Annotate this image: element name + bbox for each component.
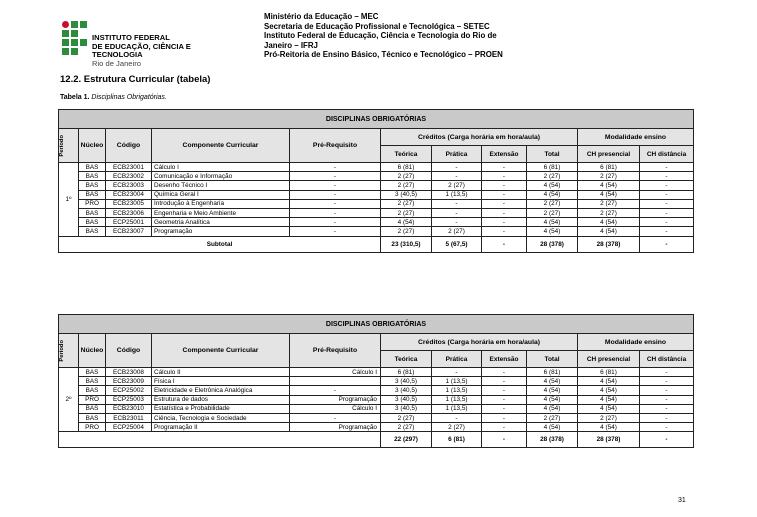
cell-pratica: 2 (27) — [432, 227, 482, 236]
cell-pratica: 1 (13,5) — [432, 395, 482, 404]
cell-prereq: - — [290, 227, 381, 236]
cell-pratica: 1 (13,5) — [432, 377, 482, 386]
cell-total: 4 (54) — [527, 423, 578, 432]
cell-prereq: Programação — [290, 395, 381, 404]
cell-ch-distancia: - — [640, 377, 694, 386]
col-header-ch-presencial: CH presencial — [578, 146, 640, 163]
cell-codigo: ECP25004 — [106, 423, 152, 432]
cell-extensao: - — [482, 199, 527, 208]
cell-ch-distancia: - — [640, 163, 694, 172]
cell-ch-presencial: 2 (27) — [578, 413, 640, 422]
cell-total: 2 (27) — [527, 172, 578, 181]
header-line: Ministério da Educação – MEC — [264, 12, 379, 21]
cell-extensao: - — [482, 163, 527, 172]
col-header-nucleo: Núcleo — [79, 129, 106, 163]
table-row — [59, 181, 694, 190]
cell-codigo: ECP25001 — [106, 218, 152, 227]
cell-ch-presencial: 4 (54) — [578, 395, 640, 404]
subtotal-ch-distancia: - — [640, 236, 694, 252]
cell-extensao: - — [482, 395, 527, 404]
cell-ch-presencial: 2 (27) — [578, 199, 640, 208]
subtotal-pratica: 6 (81) — [432, 432, 482, 448]
logo-line-3: Rio de Janeiro — [92, 58, 141, 68]
cell-ch-distancia: - — [640, 208, 694, 217]
cell-teorica: 2 (27) — [381, 227, 432, 236]
cell-componente: Ciência, Tecnologia e Sociedade — [152, 413, 290, 422]
cell-ch-distancia: - — [640, 227, 694, 236]
col-header-creditos: Créditos (Carga horária em hora/aula) — [381, 129, 578, 146]
cell-teorica: 6 (81) — [381, 163, 432, 172]
cell-prereq: Programação — [290, 423, 381, 432]
cell-nucleo: BAS — [79, 172, 106, 181]
cell-codigo: ECB23009 — [106, 377, 152, 386]
header-line: Janeiro – IFRJ — [264, 40, 318, 50]
logo-line-1: INSTITUTO FEDERAL — [92, 33, 170, 42]
table-row — [59, 404, 694, 413]
cell-pratica: 2 (27) — [432, 423, 482, 432]
cell-total: 4 (54) — [527, 181, 578, 190]
cell-prereq: Cálculo I — [290, 368, 381, 377]
page-number: 31 — [678, 497, 686, 504]
cell-componente: Cálculo II — [152, 368, 290, 377]
cell-total: 6 (81) — [527, 163, 578, 172]
cell-total: 4 (54) — [527, 395, 578, 404]
cell-codigo: ECP25003 — [106, 395, 152, 404]
cell-teorica: 2 (27) — [381, 208, 432, 217]
col-header-componente: Componente Curricular — [152, 334, 290, 368]
cell-total: 2 (27) — [527, 208, 578, 217]
cell-prereq: - — [290, 218, 381, 227]
cell-pratica: - — [432, 368, 482, 377]
cell-nucleo: BAS — [79, 181, 106, 190]
table-row — [59, 172, 694, 181]
document-header — [264, 12, 564, 60]
table-row — [59, 395, 694, 404]
cell-ch-presencial: 4 (54) — [578, 377, 640, 386]
cell-teorica: 2 (27) — [381, 172, 432, 181]
col-header-prereq: Pré-Requisito — [290, 129, 381, 163]
subtotal-row — [59, 236, 694, 252]
cell-prereq: - — [290, 199, 381, 208]
subtotal-label — [59, 432, 381, 448]
cell-componente: Geometria Analítica — [152, 218, 290, 227]
cell-codigo: ECB23007 — [106, 227, 152, 236]
cell-ch-presencial: 2 (27) — [578, 172, 640, 181]
cell-ch-presencial: 4 (54) — [578, 181, 640, 190]
cell-pratica: 1 (13,5) — [432, 404, 482, 413]
header-line: Instituto Federal de Educação, Ciência e Tecnologia do Rio de — [264, 31, 497, 41]
cell-pratica: - — [432, 163, 482, 172]
col-header-modalidade: Modalidade ensino — [578, 129, 694, 146]
cell-ch-presencial: 4 (54) — [578, 386, 640, 395]
cell-ch-distancia: - — [640, 368, 694, 377]
cell-componente: Estrutura de dados — [152, 395, 290, 404]
cell-codigo: ECB23011 — [106, 413, 152, 422]
cell-total: 4 (54) — [527, 218, 578, 227]
table-row — [59, 190, 694, 199]
col-header-prereq: Pré-Requisito — [290, 334, 381, 368]
cell-prereq — [290, 377, 381, 386]
table-row — [59, 386, 694, 395]
cell-pratica: - — [432, 199, 482, 208]
cell-extensao: - — [482, 227, 527, 236]
table-banner: DISCIPLINAS OBRIGATÓRIAS — [59, 315, 694, 334]
cell-prereq: - — [290, 163, 381, 172]
ifrj-logo-text — [92, 34, 242, 68]
subtotal-row — [59, 432, 694, 448]
cell-total: 4 (54) — [527, 386, 578, 395]
cell-nucleo: BAS — [79, 218, 106, 227]
cell-codigo: ECP25002 — [106, 386, 152, 395]
cell-codigo: ECB23006 — [106, 208, 152, 217]
cell-total: 6 (81) — [527, 368, 578, 377]
curriculum-table-period-2 — [58, 314, 694, 448]
cell-componente: Programação II — [152, 423, 290, 432]
header-line: Pró-Reitoria de Ensino Básico, Técnico e Tecnológico – PROEN — [264, 50, 503, 60]
cell-ch-presencial: 4 (54) — [578, 227, 640, 236]
cell-pratica: - — [432, 413, 482, 422]
cell-ch-distancia: - — [640, 172, 694, 181]
cell-codigo: ECB23005 — [106, 199, 152, 208]
cell-total: 4 (54) — [527, 377, 578, 386]
cell-teorica: 3 (40,5) — [381, 386, 432, 395]
cell-componente: Estatística e Probabilidade — [152, 404, 290, 413]
cell-ch-distancia: - — [640, 395, 694, 404]
col-header-extensao: Extensão — [482, 146, 527, 163]
cell-nucleo: PRO — [79, 423, 106, 432]
col-header-pratica: Prática — [432, 351, 482, 368]
cell-total: 2 (27) — [527, 413, 578, 422]
table-row — [59, 368, 694, 377]
col-header-ch-distancia: CH distância — [640, 351, 694, 368]
subtotal-teorica: 23 (310,5) — [381, 236, 432, 252]
cell-codigo: ECB23010 — [106, 404, 152, 413]
periodo-cell: 1º — [59, 163, 79, 237]
cell-prereq: - — [290, 413, 381, 422]
cell-pratica: 2 (27) — [432, 181, 482, 190]
table-banner: DISCIPLINAS OBRIGATÓRIAS — [59, 110, 694, 129]
cell-extensao: - — [482, 423, 527, 432]
logo-line-2: DE EDUCAÇÃO, CIÊNCIA E TECNOLOGIA — [92, 41, 191, 60]
cell-nucleo: BAS — [79, 190, 106, 199]
cell-nucleo: PRO — [79, 199, 106, 208]
cell-ch-presencial: 4 (54) — [578, 190, 640, 199]
cell-nucleo: BAS — [79, 368, 106, 377]
cell-extensao: - — [482, 386, 527, 395]
col-header-periodo: Período — [59, 129, 79, 163]
cell-extensao: - — [482, 413, 527, 422]
cell-codigo: ECB23001 — [106, 163, 152, 172]
cell-extensao: - — [482, 368, 527, 377]
cell-teorica: 2 (27) — [381, 423, 432, 432]
cell-total: 4 (54) — [527, 227, 578, 236]
cell-ch-distancia: - — [640, 386, 694, 395]
table-row — [59, 413, 694, 422]
table-body-1 — [59, 163, 694, 253]
cell-nucleo: BAS — [79, 377, 106, 386]
cell-ch-distancia: - — [640, 218, 694, 227]
cell-nucleo: BAS — [79, 227, 106, 236]
cell-nucleo: BAS — [79, 386, 106, 395]
cell-componente: Desenho Técnico I — [152, 181, 290, 190]
cell-prereq: Cálculo I — [290, 404, 381, 413]
subtotal-label: Subtotal — [59, 236, 381, 252]
col-header-ch-distancia: CH distância — [640, 146, 694, 163]
cell-teorica: 2 (27) — [381, 199, 432, 208]
cell-pratica: - — [432, 172, 482, 181]
cell-extensao: - — [482, 377, 527, 386]
table-row — [59, 377, 694, 386]
cell-teorica: 4 (54) — [381, 218, 432, 227]
cell-ch-presencial: 2 (27) — [578, 208, 640, 217]
table-row — [59, 423, 694, 432]
cell-nucleo: BAS — [79, 208, 106, 217]
section-title: 12.2. Estrutura Curricular (tabela) — [60, 74, 211, 85]
cell-extensao: - — [482, 218, 527, 227]
table-row — [59, 227, 694, 236]
cell-extensao: - — [482, 404, 527, 413]
cell-ch-presencial: 6 (81) — [578, 163, 640, 172]
cell-total: 4 (54) — [527, 190, 578, 199]
ifrj-logo-mark — [62, 21, 88, 47]
periodo-cell: 2º — [59, 368, 79, 432]
cell-nucleo: BAS — [79, 413, 106, 422]
subtotal-pratica: 5 (67,5) — [432, 236, 482, 252]
cell-nucleo: BAS — [79, 404, 106, 413]
cell-ch-distancia: - — [640, 423, 694, 432]
col-header-codigo: Código — [106, 334, 152, 368]
cell-componente: Química Geral I — [152, 190, 290, 199]
cell-codigo: ECB23003 — [106, 181, 152, 190]
subtotal-total: 28 (378) — [527, 432, 578, 448]
cell-teorica: 3 (40,5) — [381, 190, 432, 199]
cell-componente: Comunicação e Informação — [152, 172, 290, 181]
cell-componente: Programação — [152, 227, 290, 236]
subtotal-ch-presencial: 28 (378) — [578, 236, 640, 252]
cell-pratica: - — [432, 208, 482, 217]
subtotal-ch-presencial: 28 (378) — [578, 432, 640, 448]
cell-prereq: - — [290, 181, 381, 190]
cell-ch-presencial: 4 (54) — [578, 423, 640, 432]
cell-componente: Introdução à Engenharia — [152, 199, 290, 208]
cell-ch-distancia: - — [640, 181, 694, 190]
subtotal-extensao: - — [482, 236, 527, 252]
cell-componente: Eletricidade e Eletrônica Analógica — [152, 386, 290, 395]
table-row — [59, 218, 694, 227]
subtotal-teorica: 22 (297) — [381, 432, 432, 448]
col-header-total: Total — [527, 351, 578, 368]
caption-label: Tabela 1. — [60, 94, 90, 101]
cell-total: 2 (27) — [527, 199, 578, 208]
cell-ch-distancia: - — [640, 404, 694, 413]
col-header-extensao: Extensão — [482, 351, 527, 368]
col-header-periodo: Período — [59, 334, 79, 368]
cell-teorica: 3 (40,5) — [381, 377, 432, 386]
col-header-creditos: Créditos (Carga horária em hora/aula) — [381, 334, 578, 351]
subtotal-ch-distancia: - — [640, 432, 694, 448]
col-header-teorica: Teórica — [381, 351, 432, 368]
cell-nucleo: PRO — [79, 395, 106, 404]
table-row — [59, 163, 694, 172]
cell-extensao: - — [482, 172, 527, 181]
cell-ch-distancia: - — [640, 199, 694, 208]
table-row — [59, 199, 694, 208]
cell-prereq: - — [290, 208, 381, 217]
cell-pratica: 1 (13,5) — [432, 190, 482, 199]
cell-ch-presencial: 6 (81) — [578, 368, 640, 377]
cell-prereq: - — [290, 172, 381, 181]
curriculum-table-period-1 — [58, 109, 694, 253]
col-header-teorica: Teórica — [381, 146, 432, 163]
col-header-pratica: Prática — [432, 146, 482, 163]
table-row — [59, 208, 694, 217]
ifrj-logo — [62, 21, 242, 68]
cell-codigo: ECB23004 — [106, 190, 152, 199]
cell-ch-distancia: - — [640, 190, 694, 199]
col-header-nucleo: Núcleo — [79, 334, 106, 368]
caption-text: Disciplinas Obrigatórias. — [91, 94, 167, 101]
cell-ch-presencial: 4 (54) — [578, 404, 640, 413]
cell-componente: Cálculo I — [152, 163, 290, 172]
col-header-componente: Componente Curricular — [152, 129, 290, 163]
table-body-2 — [59, 368, 694, 448]
col-header-ch-presencial: CH presencial — [578, 351, 640, 368]
cell-ch-presencial: 4 (54) — [578, 218, 640, 227]
cell-extensao: - — [482, 190, 527, 199]
table-caption — [60, 94, 167, 101]
header-line: Secretaria de Educação Profissional e Tecnológica – SETEC — [264, 21, 490, 31]
cell-teorica: 2 (27) — [381, 413, 432, 422]
col-header-codigo: Código — [106, 129, 152, 163]
cell-extensao: - — [482, 181, 527, 190]
cell-teorica: 3 (40,5) — [381, 404, 432, 413]
col-header-modalidade: Modalidade ensino — [578, 334, 694, 351]
cell-teorica: 3 (40,5) — [381, 395, 432, 404]
subtotal-extensao: - — [482, 432, 527, 448]
cell-teorica: 2 (27) — [381, 181, 432, 190]
cell-extensao: - — [482, 208, 527, 217]
cell-teorica: 6 (81) — [381, 368, 432, 377]
cell-codigo: ECB23008 — [106, 368, 152, 377]
subtotal-total: 28 (378) — [527, 236, 578, 252]
cell-prereq: - — [290, 190, 381, 199]
cell-componente: Engenharia e Meio Ambiente — [152, 208, 290, 217]
cell-componente: Física I — [152, 377, 290, 386]
cell-codigo: ECB23002 — [106, 172, 152, 181]
cell-nucleo: BAS — [79, 163, 106, 172]
cell-prereq: - — [290, 386, 381, 395]
cell-ch-distancia: - — [640, 413, 694, 422]
cell-pratica: - — [432, 218, 482, 227]
cell-total: 4 (54) — [527, 404, 578, 413]
cell-pratica: 1 (13,5) — [432, 386, 482, 395]
col-header-total: Total — [527, 146, 578, 163]
